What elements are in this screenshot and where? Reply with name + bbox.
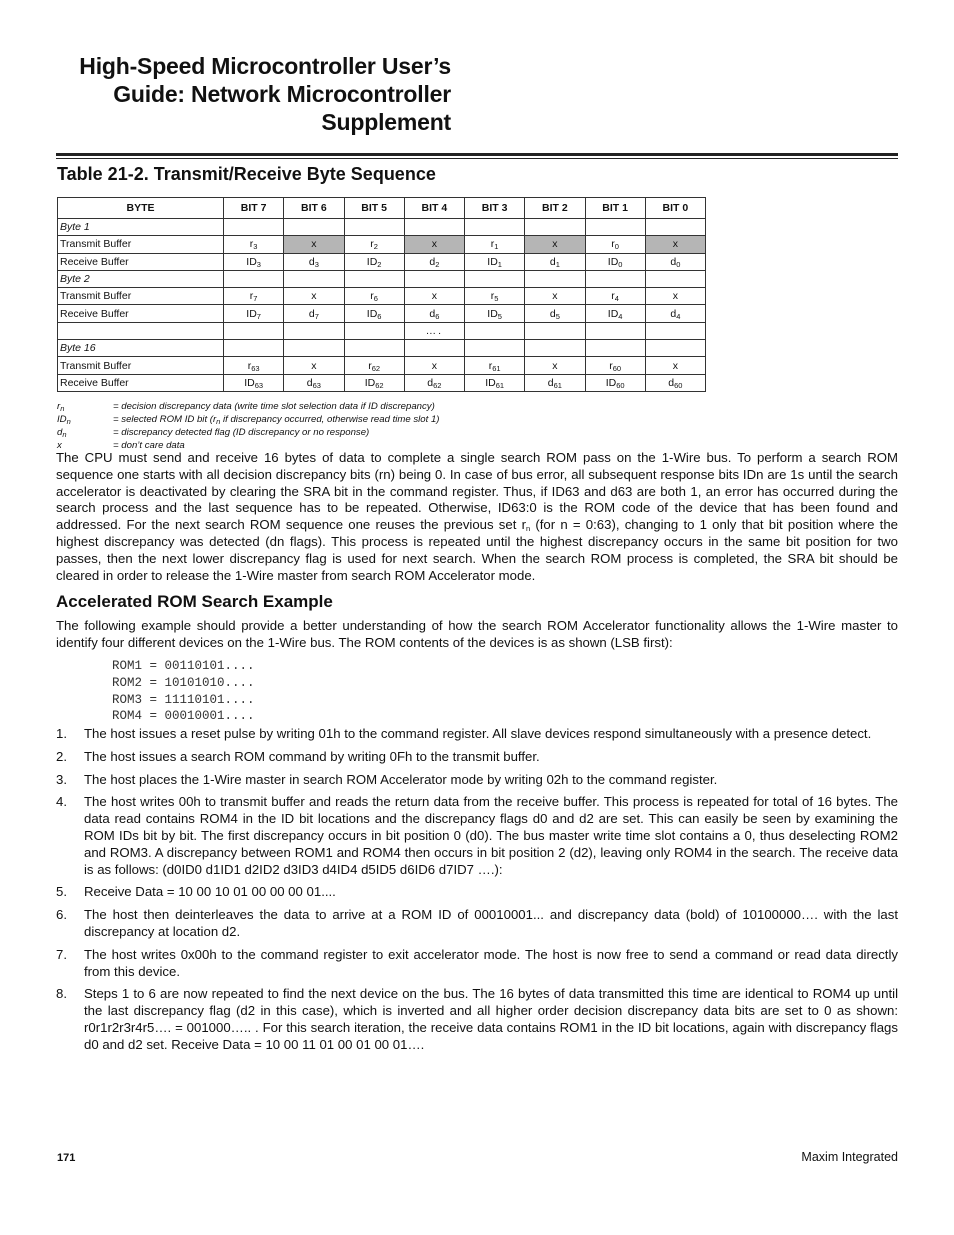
empty-cell bbox=[404, 219, 464, 236]
row-label: Receive Buffer bbox=[58, 253, 224, 270]
bit-symbol: x bbox=[311, 238, 317, 251]
table-caption: Table 21-2. Transmit/Receive Byte Sequence bbox=[57, 164, 436, 184]
page-title bbox=[40, 52, 451, 136]
bit-cell bbox=[224, 305, 284, 322]
bit-cell bbox=[465, 374, 525, 391]
bit-cell bbox=[525, 253, 585, 270]
bit-cell bbox=[525, 305, 585, 322]
bit-cell bbox=[585, 305, 645, 322]
bit-subscript: 62 bbox=[433, 380, 442, 390]
table-header-row bbox=[58, 198, 706, 219]
bit-subscript: 2 bbox=[377, 259, 382, 269]
col-header: BIT 1 bbox=[585, 198, 645, 219]
bit-cell bbox=[525, 357, 585, 374]
row-label: Byte 16 bbox=[58, 340, 224, 357]
bit-cell bbox=[525, 374, 585, 391]
bit-symbol: x bbox=[311, 290, 317, 303]
bit-symbol: d bbox=[668, 376, 675, 389]
legend-row-id: $ID_n$ = selected ROM ID bit ($r_n$ if discrepancy occurred, otherwise read time slot 1) bbox=[57, 414, 440, 426]
bit-subscript: 0 bbox=[618, 259, 623, 269]
bit-symbol: ID bbox=[366, 307, 378, 320]
bit-symbol: x bbox=[672, 290, 678, 303]
bit-symbol: d bbox=[308, 255, 315, 268]
bit-symbol: d bbox=[429, 255, 436, 268]
bit-symbol: ID bbox=[487, 307, 498, 320]
bit-symbol: x bbox=[672, 359, 678, 372]
bit-symbol: r bbox=[368, 359, 372, 372]
steps-list bbox=[56, 726, 898, 1060]
empty-cell bbox=[465, 219, 525, 236]
empty-cell bbox=[224, 219, 284, 236]
bit-symbol: r bbox=[488, 359, 493, 372]
table-row bbox=[58, 270, 706, 287]
bit-cell bbox=[224, 288, 284, 305]
bit-subscript: 0 bbox=[676, 259, 681, 269]
company-name: Maxim Integrated bbox=[801, 1150, 898, 1164]
empty-cell bbox=[344, 219, 404, 236]
title-line-3: Supplement bbox=[321, 109, 451, 135]
col-header: BIT 2 bbox=[525, 198, 585, 219]
bit-subscript: 62 bbox=[375, 380, 384, 390]
bit-subscript: 1 bbox=[494, 242, 499, 252]
bit-subscript: 3 bbox=[256, 259, 261, 269]
bit-cell bbox=[284, 236, 344, 253]
bit-symbol: x bbox=[672, 238, 678, 251]
bit-symbol: d bbox=[549, 307, 556, 320]
bit-cell bbox=[344, 288, 404, 305]
legend-row-d: $d_n$ = discrepancy detected flag (ID discrepancy or no response) bbox=[57, 427, 370, 439]
bit-cell bbox=[465, 288, 525, 305]
empty-cell bbox=[284, 340, 344, 357]
bit-symbol: d bbox=[306, 376, 313, 389]
bit-subscript: 61 bbox=[553, 380, 562, 390]
col-header: BIT 5 bbox=[344, 198, 404, 219]
bit-symbol: d bbox=[670, 255, 677, 268]
row-label: Byte 1 bbox=[58, 219, 224, 236]
table-row bbox=[58, 305, 706, 322]
col-header: BIT 0 bbox=[645, 198, 705, 219]
empty-cell bbox=[284, 322, 344, 339]
bit-symbol: ID bbox=[364, 376, 376, 389]
bit-symbol: ID bbox=[246, 307, 257, 320]
empty-cell bbox=[284, 219, 344, 236]
byte-sequence-table bbox=[57, 197, 706, 392]
bit-symbol: ID bbox=[485, 376, 496, 389]
page-number: 171 bbox=[57, 1152, 76, 1164]
bit-cell bbox=[585, 374, 645, 391]
bit-subscript: 3 bbox=[314, 259, 319, 269]
header-rule-thick bbox=[56, 153, 898, 156]
bit-cell bbox=[224, 236, 284, 253]
table-row bbox=[58, 322, 706, 339]
bit-subscript: 5 bbox=[494, 294, 499, 304]
paragraph-search-rom: The CPU must send and receive 16 bytes of data to complete a single search ROM pass on the 1-Wire bus. To perform a search ROM sequence one starts with all decision discrepancy bits (rn) being 0. In case of bus error, all subsequent response bits IDn are 1s until the search accelerator is deactivated by clearing the SRA bit in the command register. Thus, if ID63 and d63 are both 1, an error has occurred during the search process and the last sequence has to be repeated. Otherwise, ID63:0 is the ROM code of the device that has been found and addressed. For the next search ROM sequence one reuses the previous set $r_n$ (for n = 0:63), changing to 1 only that bit position where the highest discrepancy was detected (dn flags). This process is repeated until the highest discrepancy occurs in the same bit position for two passes, then the next lower discrepancy flag is used for next search. When the search ROM process is completed, the SRA bit should be cleared in order to release the 1-Wire master from search ROM Accelerator mode. bbox=[56, 450, 899, 583]
bit-symbol: d bbox=[427, 376, 434, 389]
bit-subscript: 7 bbox=[314, 311, 319, 321]
bit-cell bbox=[585, 253, 645, 270]
list-item: 3. The host places the 1-Wire master in search ROM Accelerator mode by writing 02h to the command register. bbox=[56, 771, 718, 787]
row-label: Transmit Buffer bbox=[58, 357, 224, 374]
bit-cell bbox=[224, 253, 284, 270]
bit-cell bbox=[344, 357, 404, 374]
bit-cell bbox=[344, 236, 404, 253]
bit-cell bbox=[224, 357, 284, 374]
bit-subscript: 62 bbox=[371, 363, 381, 373]
empty-cell bbox=[645, 322, 705, 339]
empty-cell bbox=[525, 270, 585, 287]
rom-line: ROM2 = 10101010.... bbox=[112, 675, 255, 690]
empty-cell bbox=[585, 340, 645, 357]
empty-cell bbox=[645, 219, 705, 236]
rom-code-block bbox=[112, 658, 255, 725]
bit-cell bbox=[404, 305, 464, 322]
row-label: Transmit Buffer bbox=[58, 236, 224, 253]
bit-subscript: 61 bbox=[495, 380, 505, 390]
bit-symbol: r bbox=[370, 290, 374, 303]
row-label: Receive Buffer bbox=[58, 305, 224, 322]
paragraph-example: The following example should provide a better understanding of how the search ROM Accelerator functionality allows the 1-Wire master to identify four different devices on the 1-Wire bus. The ROM contents of the devices is as shown (LSB first): bbox=[56, 618, 898, 650]
bit-subscript: 6 bbox=[435, 311, 440, 321]
col-header: BIT 3 bbox=[465, 198, 525, 219]
bit-symbol: r bbox=[490, 290, 495, 303]
bit-subscript: 2 bbox=[373, 242, 378, 252]
bit-subscript: 2 bbox=[435, 259, 440, 269]
empty-cell bbox=[465, 340, 525, 357]
bit-subscript: 63 bbox=[254, 380, 264, 390]
bit-symbol: r bbox=[249, 238, 254, 251]
bit-subscript: 4 bbox=[676, 311, 681, 321]
bit-subscript: 5 bbox=[555, 311, 560, 321]
empty-cell bbox=[344, 340, 404, 357]
empty-cell bbox=[585, 322, 645, 339]
bit-cell bbox=[404, 236, 464, 253]
bit-cell bbox=[404, 288, 464, 305]
bit-symbol: r bbox=[611, 290, 615, 303]
bit-cell bbox=[344, 253, 404, 270]
bit-cell bbox=[585, 357, 645, 374]
empty-cell bbox=[58, 322, 224, 339]
bit-cell bbox=[525, 236, 585, 253]
bit-cell bbox=[284, 253, 344, 270]
bit-cell bbox=[645, 357, 705, 374]
row-label: Transmit Buffer bbox=[58, 288, 224, 305]
bit-subscript: 60 bbox=[616, 380, 625, 390]
bit-symbol: r bbox=[490, 238, 495, 251]
bit-symbol: d bbox=[547, 376, 554, 389]
bit-symbol: r bbox=[249, 290, 254, 303]
bit-symbol: x bbox=[552, 290, 558, 303]
bit-cell bbox=[344, 374, 404, 391]
bit-cell bbox=[284, 357, 344, 374]
bit-subscript: 7 bbox=[253, 294, 258, 304]
empty-cell bbox=[224, 340, 284, 357]
bit-cell bbox=[465, 357, 525, 374]
empty-cell bbox=[645, 340, 705, 357]
empty-cell bbox=[404, 340, 464, 357]
bit-symbol: x bbox=[552, 359, 558, 372]
bit-subscript: 1 bbox=[555, 259, 560, 269]
bit-subscript: 6 bbox=[377, 311, 382, 321]
rom-line: ROM1 = 00110101.... bbox=[112, 659, 255, 673]
bit-symbol: d bbox=[549, 255, 556, 268]
table-row bbox=[58, 340, 706, 357]
list-item: 1. The host issues a reset pulse by writing 01h to the command register. All slave devices respond simultaneously with a presence detect. bbox=[56, 726, 872, 741]
bit-cell bbox=[585, 236, 645, 253]
table-row bbox=[58, 357, 706, 374]
bit-symbol: r bbox=[247, 359, 252, 372]
table-legend bbox=[57, 400, 440, 452]
bit-symbol: x bbox=[552, 238, 558, 251]
legend-row-r: $r_n$ = decision discrepancy data (write time slot selection data if ID discrepancy) bbox=[57, 401, 435, 413]
table-row bbox=[58, 253, 706, 270]
bit-symbol: r bbox=[611, 238, 615, 251]
list-item: 7. The host writes 0x00h to the command register to exit accelerator mode. The host is now free to send a command or read data directly from this device. bbox=[56, 946, 898, 979]
bit-subscript: 0 bbox=[614, 242, 619, 252]
empty-cell bbox=[525, 219, 585, 236]
bit-subscript: 63 bbox=[312, 380, 321, 390]
title-line-1: High-Speed Microcontroller User’s bbox=[79, 53, 451, 79]
section-heading: Accelerated ROM Search Example bbox=[56, 592, 333, 611]
header-rule-thin bbox=[56, 158, 898, 159]
rom-line: ROM3 = 11110101.... bbox=[112, 692, 255, 707]
empty-cell bbox=[404, 270, 464, 287]
empty-cell bbox=[525, 322, 585, 339]
bit-cell bbox=[645, 305, 705, 322]
table-row bbox=[58, 374, 706, 391]
empty-cell bbox=[344, 270, 404, 287]
col-header: BYTE bbox=[58, 198, 224, 219]
bit-cell bbox=[284, 374, 344, 391]
col-header: BIT 7 bbox=[224, 198, 284, 219]
bit-subscript: 60 bbox=[612, 363, 622, 373]
bit-subscript: 60 bbox=[674, 380, 683, 390]
bit-subscript: 7 bbox=[256, 311, 261, 321]
bit-cell bbox=[465, 253, 525, 270]
empty-cell bbox=[224, 322, 284, 339]
table-row bbox=[58, 219, 706, 236]
title-line-2: Guide: Network Microcontroller bbox=[113, 81, 451, 107]
table-row bbox=[58, 288, 706, 305]
bit-cell bbox=[645, 253, 705, 270]
empty-cell bbox=[645, 270, 705, 287]
rom-line: ROM4 = 00010001.... bbox=[112, 709, 255, 724]
bit-subscript: 61 bbox=[492, 363, 501, 373]
bit-cell bbox=[404, 374, 464, 391]
bit-symbol: r bbox=[609, 359, 613, 372]
bit-cell bbox=[645, 288, 705, 305]
bit-cell bbox=[465, 236, 525, 253]
bit-cell bbox=[284, 288, 344, 305]
list-item: 8. Steps 1 to 6 are now repeated to find the next device on the bus. The 16 bytes of data transmitted this time are identical to ROM4 up until the last discrepancy flag (d2 in this case), which is inverted and all higher order decision discrepancy data bits are set to 0 as shown: r0r1r2r3r4r5…. = 001000….. . For this search iteration, the receive data contains ROM1 in the ID bit locations, again with discrepancy flags d0 and d2 set. Receive Data = 10 00 11 01 00 01 00 01…. bbox=[56, 986, 898, 1052]
bit-symbol: x bbox=[431, 290, 437, 303]
bit-symbol: ID bbox=[607, 307, 619, 320]
bit-cell bbox=[284, 305, 344, 322]
empty-cell bbox=[585, 270, 645, 287]
bit-subscript: 4 bbox=[614, 294, 619, 304]
bit-subscript: 1 bbox=[497, 259, 502, 269]
empty-cell bbox=[525, 340, 585, 357]
bit-symbol: ID bbox=[246, 255, 257, 268]
list-item: 2. The host issues a search ROM command by writing 0Fh to the transmit buffer. bbox=[56, 748, 540, 764]
bit-symbol: r bbox=[370, 238, 374, 251]
row-label: Byte 2 bbox=[58, 270, 224, 287]
legend-row-x: x = don’t care data bbox=[57, 440, 185, 451]
bit-symbol: x bbox=[431, 238, 437, 251]
empty-cell bbox=[585, 219, 645, 236]
col-header: BIT 4 bbox=[404, 198, 464, 219]
ellipsis-cell: …. bbox=[404, 322, 464, 339]
bit-cell bbox=[585, 288, 645, 305]
bit-subscript: 6 bbox=[373, 294, 378, 304]
empty-cell bbox=[344, 322, 404, 339]
bit-symbol: d bbox=[308, 307, 315, 320]
list-item: 4. The host writes 00h to transmit buffer and reads the return data from the receive buffer. This process is repeated for total of 16 bytes. The data read contains ROM4 in the ID bit locations and the discrepancy flags d0 and d2 are set. This can easily be seen by examining the ROM IDs bit by bit. The first discrepancy occurs in bit position 0 (d0). The bus master write time slot contains a 0, thus deselecting ROM2 and ROM3. A discrepancy between ROM1 and ROM4 then occurs in bit position 2 (d2), leaving only ROM4 in the search. The receive data is as follows: (d0ID0 d1ID1 d2ID2 d3ID3 d4ID4 d5ID5 d6ID6 d7ID7 ….): bbox=[56, 794, 898, 877]
col-header: BIT 6 bbox=[284, 198, 344, 219]
bit-symbol: ID bbox=[605, 376, 617, 389]
bit-symbol: ID bbox=[487, 255, 498, 268]
bit-subscript: 4 bbox=[618, 311, 623, 321]
bit-symbol: x bbox=[311, 359, 317, 372]
bit-cell bbox=[645, 236, 705, 253]
empty-cell bbox=[224, 270, 284, 287]
bit-symbol: x bbox=[431, 359, 437, 372]
empty-cell bbox=[284, 270, 344, 287]
bit-symbol: ID bbox=[244, 376, 255, 389]
bit-cell bbox=[224, 374, 284, 391]
bit-symbol: d bbox=[670, 307, 677, 320]
empty-cell bbox=[465, 270, 525, 287]
bit-subscript: 63 bbox=[251, 363, 260, 373]
bit-subscript: 3 bbox=[253, 242, 258, 252]
bit-cell bbox=[645, 374, 705, 391]
bit-cell bbox=[344, 305, 404, 322]
bit-cell bbox=[404, 253, 464, 270]
bit-cell bbox=[465, 305, 525, 322]
bit-cell bbox=[525, 288, 585, 305]
list-item: 6. The host then deinterleaves the data to arrive at a ROM ID of 00010001... and discrepancy data (bold) of 10100000…. with the last discrepancy at location d2. bbox=[56, 907, 898, 939]
table-row bbox=[58, 236, 706, 253]
row-label: Receive Buffer bbox=[58, 374, 224, 391]
list-item: 5. Receive Data = 10 00 10 01 00 00 00 01.... bbox=[56, 884, 336, 900]
bit-symbol: ID bbox=[607, 255, 619, 268]
bit-cell bbox=[404, 357, 464, 374]
bit-symbol: ID bbox=[366, 255, 378, 268]
bit-subscript: 5 bbox=[497, 311, 502, 321]
empty-cell bbox=[465, 322, 525, 339]
bit-symbol: d bbox=[429, 307, 436, 320]
